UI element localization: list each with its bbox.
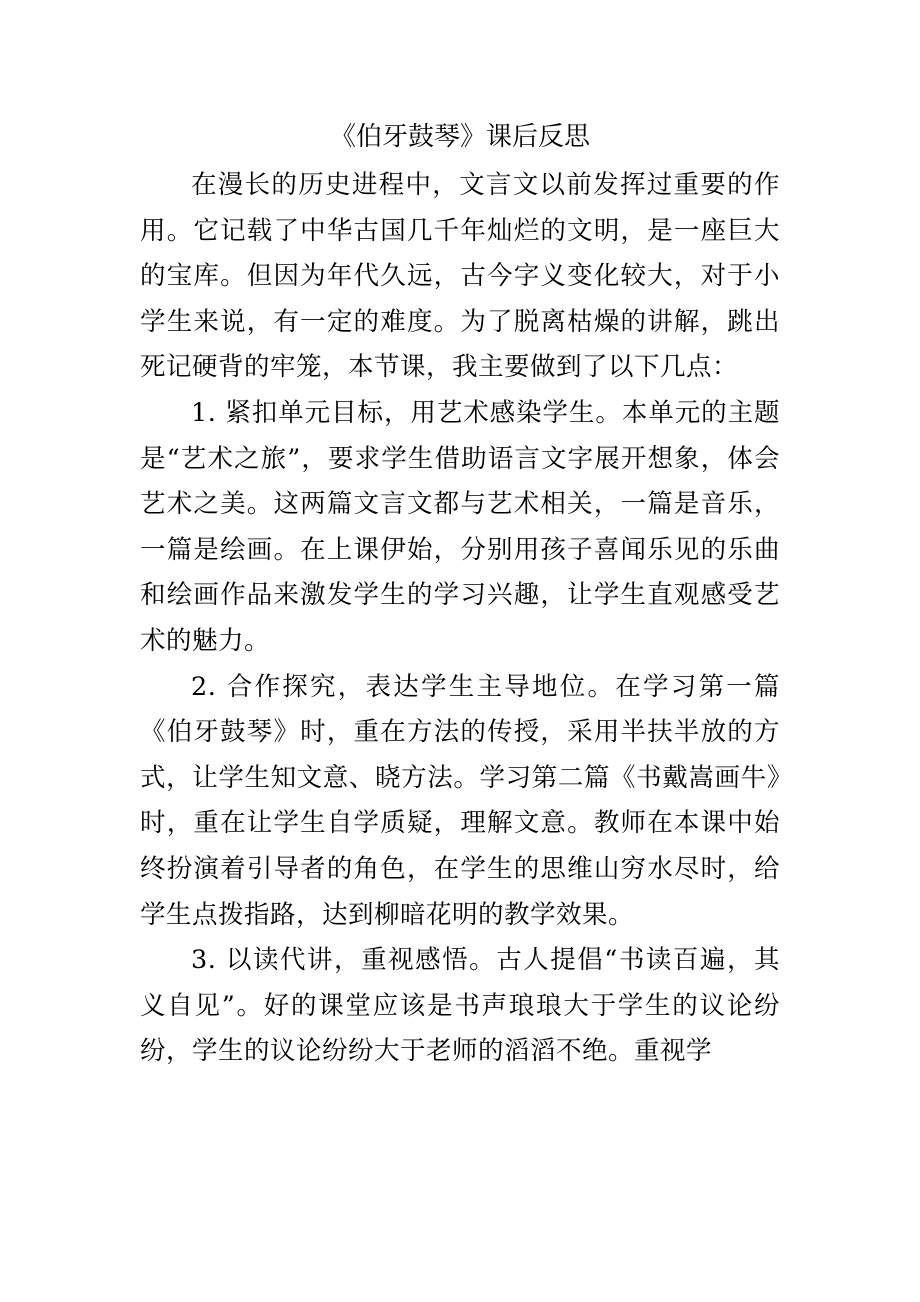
- paragraph-point-3: 3. 以读代讲，重视感悟。古人提倡“书读百遍，其义自见”。好的课堂应该是书声琅琅大于学生的议论纷纷，学生的议论纷纷大于老师的滔滔不绝。重视学: [140, 945, 780, 1067]
- paragraph-point-2: 2. 合作探究，表达学生主导地位。在学习第一篇《伯牙鼓琴》时，重在方法的传授，采用半扶半放的方式，让学生知文意、晓方法。学习第二篇《书戴嵩画牛》时，重在让学生自学质疑，理解文意。教师在本课中始终扮演着引导者的角色，在学生的思维山穷水尽时，给学生点拨指路，达到柳暗花明的教学效果。: [140, 671, 780, 930]
- paragraph-point-1: 1. 紧扣单元目标，用艺术感染学生。本单元的主题是“艺术之旅”，要求学生借助语言文字展开想象，体会艺术之美。这两篇文言文都与艺术相关，一篇是音乐，一篇是绘画。在上课伊始，分别用孩子喜闻乐见的乐曲和绘画作品来激发学生的学习兴趣，让学生直观感受艺术的魅力。: [140, 397, 780, 656]
- document-title: 《伯牙鼓琴》课后反思: [329, 122, 590, 152]
- paragraph-intro: 在漫长的历史进程中，文言文以前发挥过重要的作用。它记载了中华古国几千年灿烂的文明，是一座巨大的宝库。但因为年代久远，古今字义变化较大，对于小学生来说，有一定的难度。为了脱离枯燥的讲解，跳出死记硬背的牢笼，本节课，我主要做到了以下几点：: [140, 170, 780, 383]
- document-body: [140, 163, 780, 1075]
